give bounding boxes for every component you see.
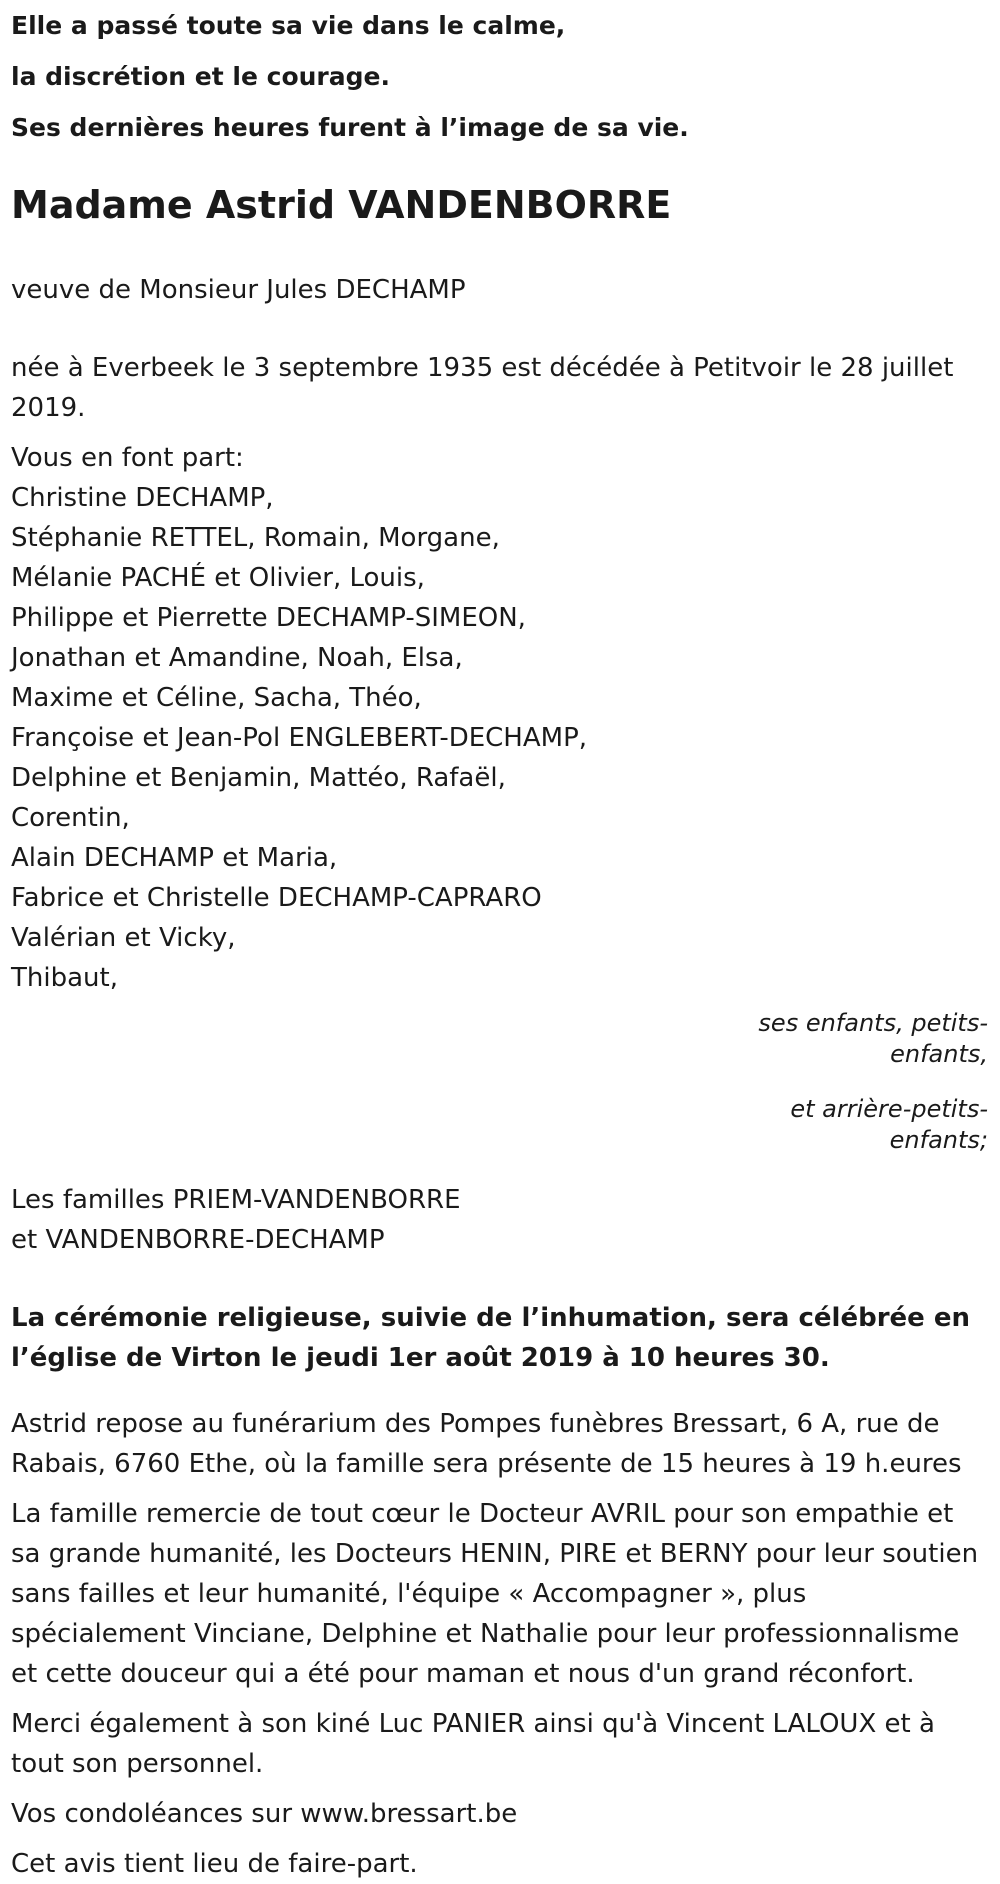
family-line: Les familles PRIEM-VANDENBORRE bbox=[11, 1185, 461, 1215]
announcer-line: Stéphanie RETTEL, Romain, Morgane, bbox=[11, 523, 500, 553]
epigraph-line: Ses dernières heures furent à l’image de sa vie. bbox=[11, 113, 689, 142]
signoff-great-grandchildren: et arrière-petits-enfants; bbox=[790, 1095, 988, 1154]
announcer-line: Alain DECHAMP et Maria, bbox=[11, 843, 338, 873]
families-block bbox=[11, 1180, 988, 1260]
announcer-line: Philippe et Pierrette DECHAMP-SIMEON, bbox=[11, 603, 526, 633]
announcer-line: Fabrice et Christelle DECHAMP-CAPRARO bbox=[11, 883, 542, 913]
announcer-line: Corentin, bbox=[11, 803, 130, 833]
thanks-paragraph: La famille remercie de tout cœur le Docteur AVRIL pour son empathie et sa grande humanité, les Docteurs HENIN, PIRE et BERNY pour leur soutien sans failles et leur humanité, l'équipe « Accompagner », plus spécialement Vinciane, Delphine et Nathalie pour leur professionnalisme et cette douceur qui a été pour maman et nous d'un grand réconfort. bbox=[11, 1499, 979, 1689]
announcer-line: Mélanie PACHÉ et Olivier, Louis, bbox=[11, 563, 425, 593]
notice-statement: Cet avis tient lieu de faire-part. bbox=[11, 1849, 418, 1879]
announcer-line: Delphine et Benjamin, Mattéo, Rafaël, bbox=[11, 763, 506, 793]
epigraph-line: la discrétion et le courage. bbox=[11, 62, 390, 91]
announcer-line: Valérian et Vicky, bbox=[11, 923, 236, 953]
condolences-info: Vos condoléances sur www.bressart.be bbox=[11, 1799, 518, 1829]
announcer-line: Christine DECHAMP, bbox=[11, 483, 274, 513]
announcers-block bbox=[11, 438, 988, 998]
announcer-line: Jonathan et Amandine, Noah, Elsa, bbox=[11, 643, 463, 673]
signoff-children: ses enfants, petits-enfants, bbox=[758, 1009, 988, 1068]
announcer-line: Maxime et Céline, Sacha, Théo, bbox=[11, 683, 422, 713]
widow-of: veuve de Monsieur Jules DECHAMP bbox=[11, 275, 466, 305]
thanks-paragraph-2: Merci également à son kiné Luc PANIER ainsi qu'à Vincent LALOUX et à tout son personnel. bbox=[11, 1709, 935, 1779]
funerarium-info: Astrid repose au funérarium des Pompes funèbres Bressart, 6 A, rue de Rabais, 6760 Ethe, où la famille sera présente de 15 heures à 19 h.eures bbox=[11, 1409, 962, 1479]
epigraph bbox=[11, 0, 988, 153]
ceremony-info: La cérémonie religieuse, suivie de l’inhumation, sera célébrée en l’église de Virton le jeudi 1er août 2019 à 10 heures 30. bbox=[11, 1303, 970, 1373]
announcer-line: Françoise et Jean-Pol ENGLEBERT-DECHAMP, bbox=[11, 723, 588, 753]
birth-death-info: née à Everbeek le 3 septembre 1935 est décédée à Petitvoir le 28 juillet 2019. bbox=[11, 353, 954, 423]
announcers-intro: Vous en font part: bbox=[11, 443, 244, 473]
family-line: et VANDENBORRE-DECHAMP bbox=[11, 1225, 385, 1255]
announcer-line: Thibaut, bbox=[11, 963, 118, 993]
deceased-name: Madame Astrid VANDENBORRE bbox=[11, 183, 672, 227]
epigraph-line: Elle a passé toute sa vie dans le calme, bbox=[11, 11, 566, 40]
